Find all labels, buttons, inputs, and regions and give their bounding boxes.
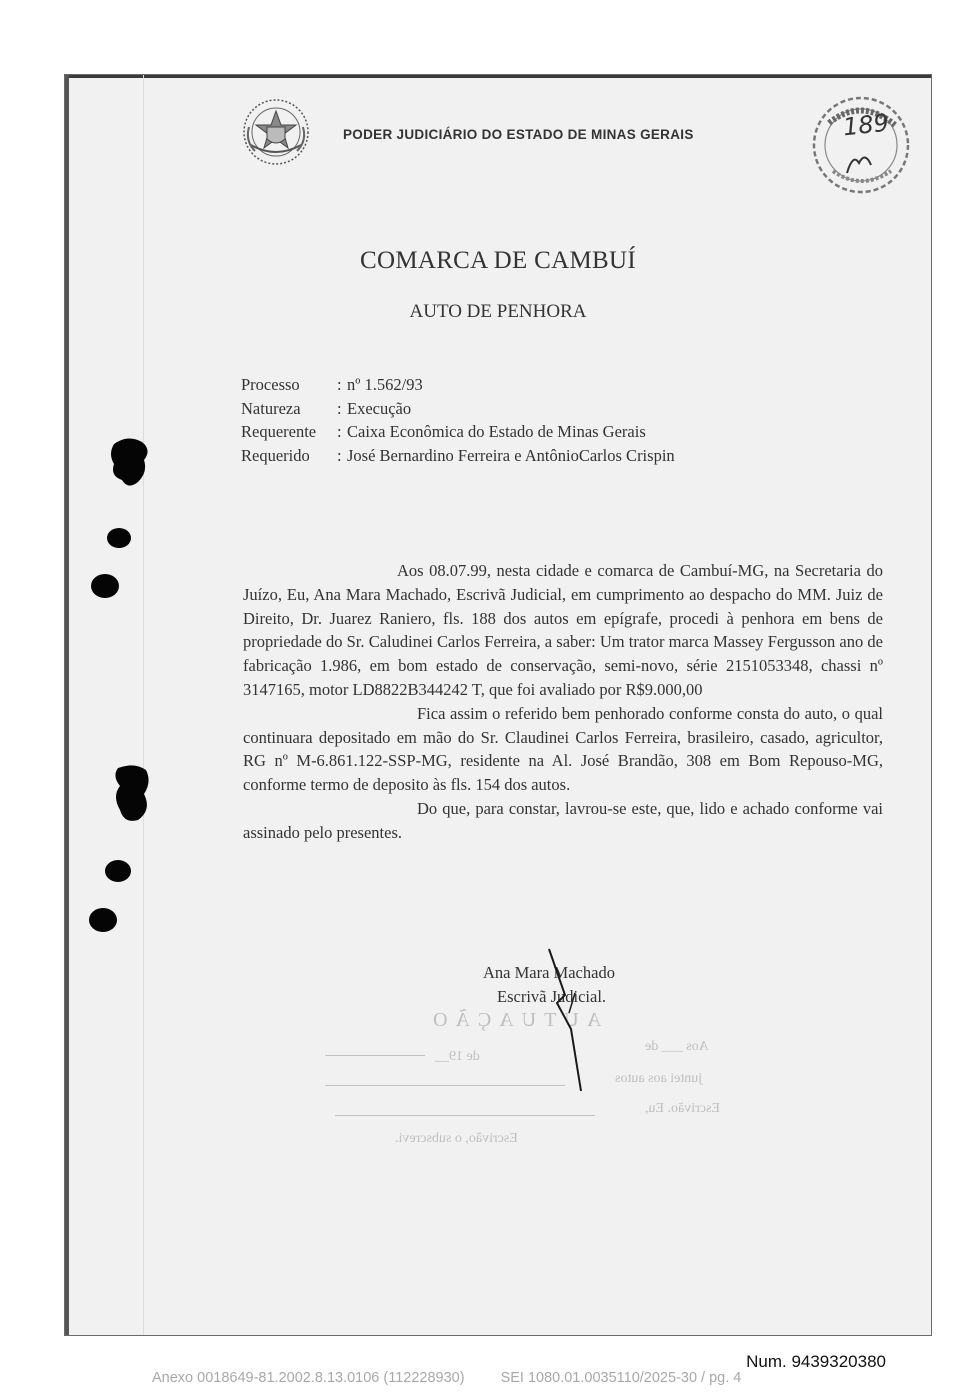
bleed-text: de 19__ [435,1049,480,1064]
annex-footer [152,1370,741,1386]
meta-value: Caixa Econômica do Estado de Minas Gerais [347,422,646,441]
document-subtitle: AUTO DE PENHORA [409,301,587,322]
scan-edge [65,75,931,78]
meta-label: Processo [241,375,300,394]
meta-value: José Bernardino Ferreira e AntônioCarlos Crispin [347,445,675,465]
document-number: Num. 9439320380 [746,1352,886,1371]
body-paragraph: Do que, para constar, lavrou-se este, que, lido e achado conforme vai assinado pelo presentes. [243,798,883,842]
meta-separator: : [337,422,342,441]
meta-value: nº 1.562/93 [347,375,423,394]
meta-separator: : [337,445,342,465]
sei-reference: SEI 1080.01.0035110/2025-30 / pg. 4 [500,1370,742,1386]
meta-row-requerido [241,444,675,468]
bleed-text: Escrivão, o subscrevi. [395,1131,518,1146]
punch-hole [108,436,152,488]
punch-hole [104,858,132,884]
annex-reference: Anexo 0018649-81.2002.8.13.0106 (112228930) [152,1370,465,1386]
bleed-rule [325,1085,565,1086]
signatory-name: Ana Mara Machado [483,963,615,982]
body-paragraph: Aos 08.07.99, nesta cidade e comarca de Cambuí-MG, na Secretaria do Juízo, Eu, Ana Mara Machado, Escrivã Judicial, em cumprimento ao despacho do MM. Juiz de Direito, Dr. Juarez Raniero, fls. 188 dos autos em epígrafe, procedi à penhora em bens de propriedade do Sr. Caludinei Carlos Ferreira, a saber: Um trator marca Massey Fergusson ano de fabricação 1.986, em bom estado de conservação, semi-novo, série 2151053348, chassi nº 3147165, motor LD8822B344242 T, que foi avaliado por R$9.000,00 [243,561,883,699]
case-metadata [241,373,675,467]
signatory-role: Escrivã Judicial. [497,987,607,1006]
bleed-text: Aos ___ de [645,1039,709,1054]
punch-hole [110,764,154,824]
meta-separator: : [337,398,342,418]
meta-row-requerente [241,420,675,444]
coat-of-arms-icon [241,97,311,167]
punch-hole [106,526,132,550]
secretaria-stamp-icon [809,93,913,197]
meta-label: Requerente [241,422,317,441]
meta-label: Natureza [241,398,301,418]
meta-row-natureza [241,397,675,421]
bleed-text: AUTUAÇÃO [425,1009,602,1031]
scanned-page [64,74,932,1336]
meta-label: Requerido [241,445,310,465]
bleed-text: juntei aos autos [615,1071,703,1086]
meta-separator: : [337,375,342,394]
institution-header: PODER JUDICIÁRIO DO ESTADO DE MINAS GERAIS [343,127,694,142]
handwritten-signature [535,943,595,1093]
punch-hole [90,572,120,600]
document-body [243,559,883,845]
bleed-rule [325,1055,425,1056]
meta-value: Execução [347,398,412,418]
punch-hole [88,906,118,934]
body-paragraph: Fica assim o referido bem penhorado conforme consta do auto, o qual continuara depositado em mão do Sr. Claudinei Carlos Ferreira, brasileiro, casado, agricultor, RG nº M-6.861.122-SSP-MG, residente na Al. José Brandão, 308 em Bom Repouso-MG, conforme termo de deposito às fls. 154 dos autos. [243,703,883,795]
stamp-page-number: 189 [841,108,891,142]
bleed-text: Escrivão. Eu, [645,1101,721,1116]
document-title: COMARCA DE CAMBUÍ [360,247,636,274]
bleed-rule [335,1115,595,1116]
meta-row-processo [241,373,675,397]
